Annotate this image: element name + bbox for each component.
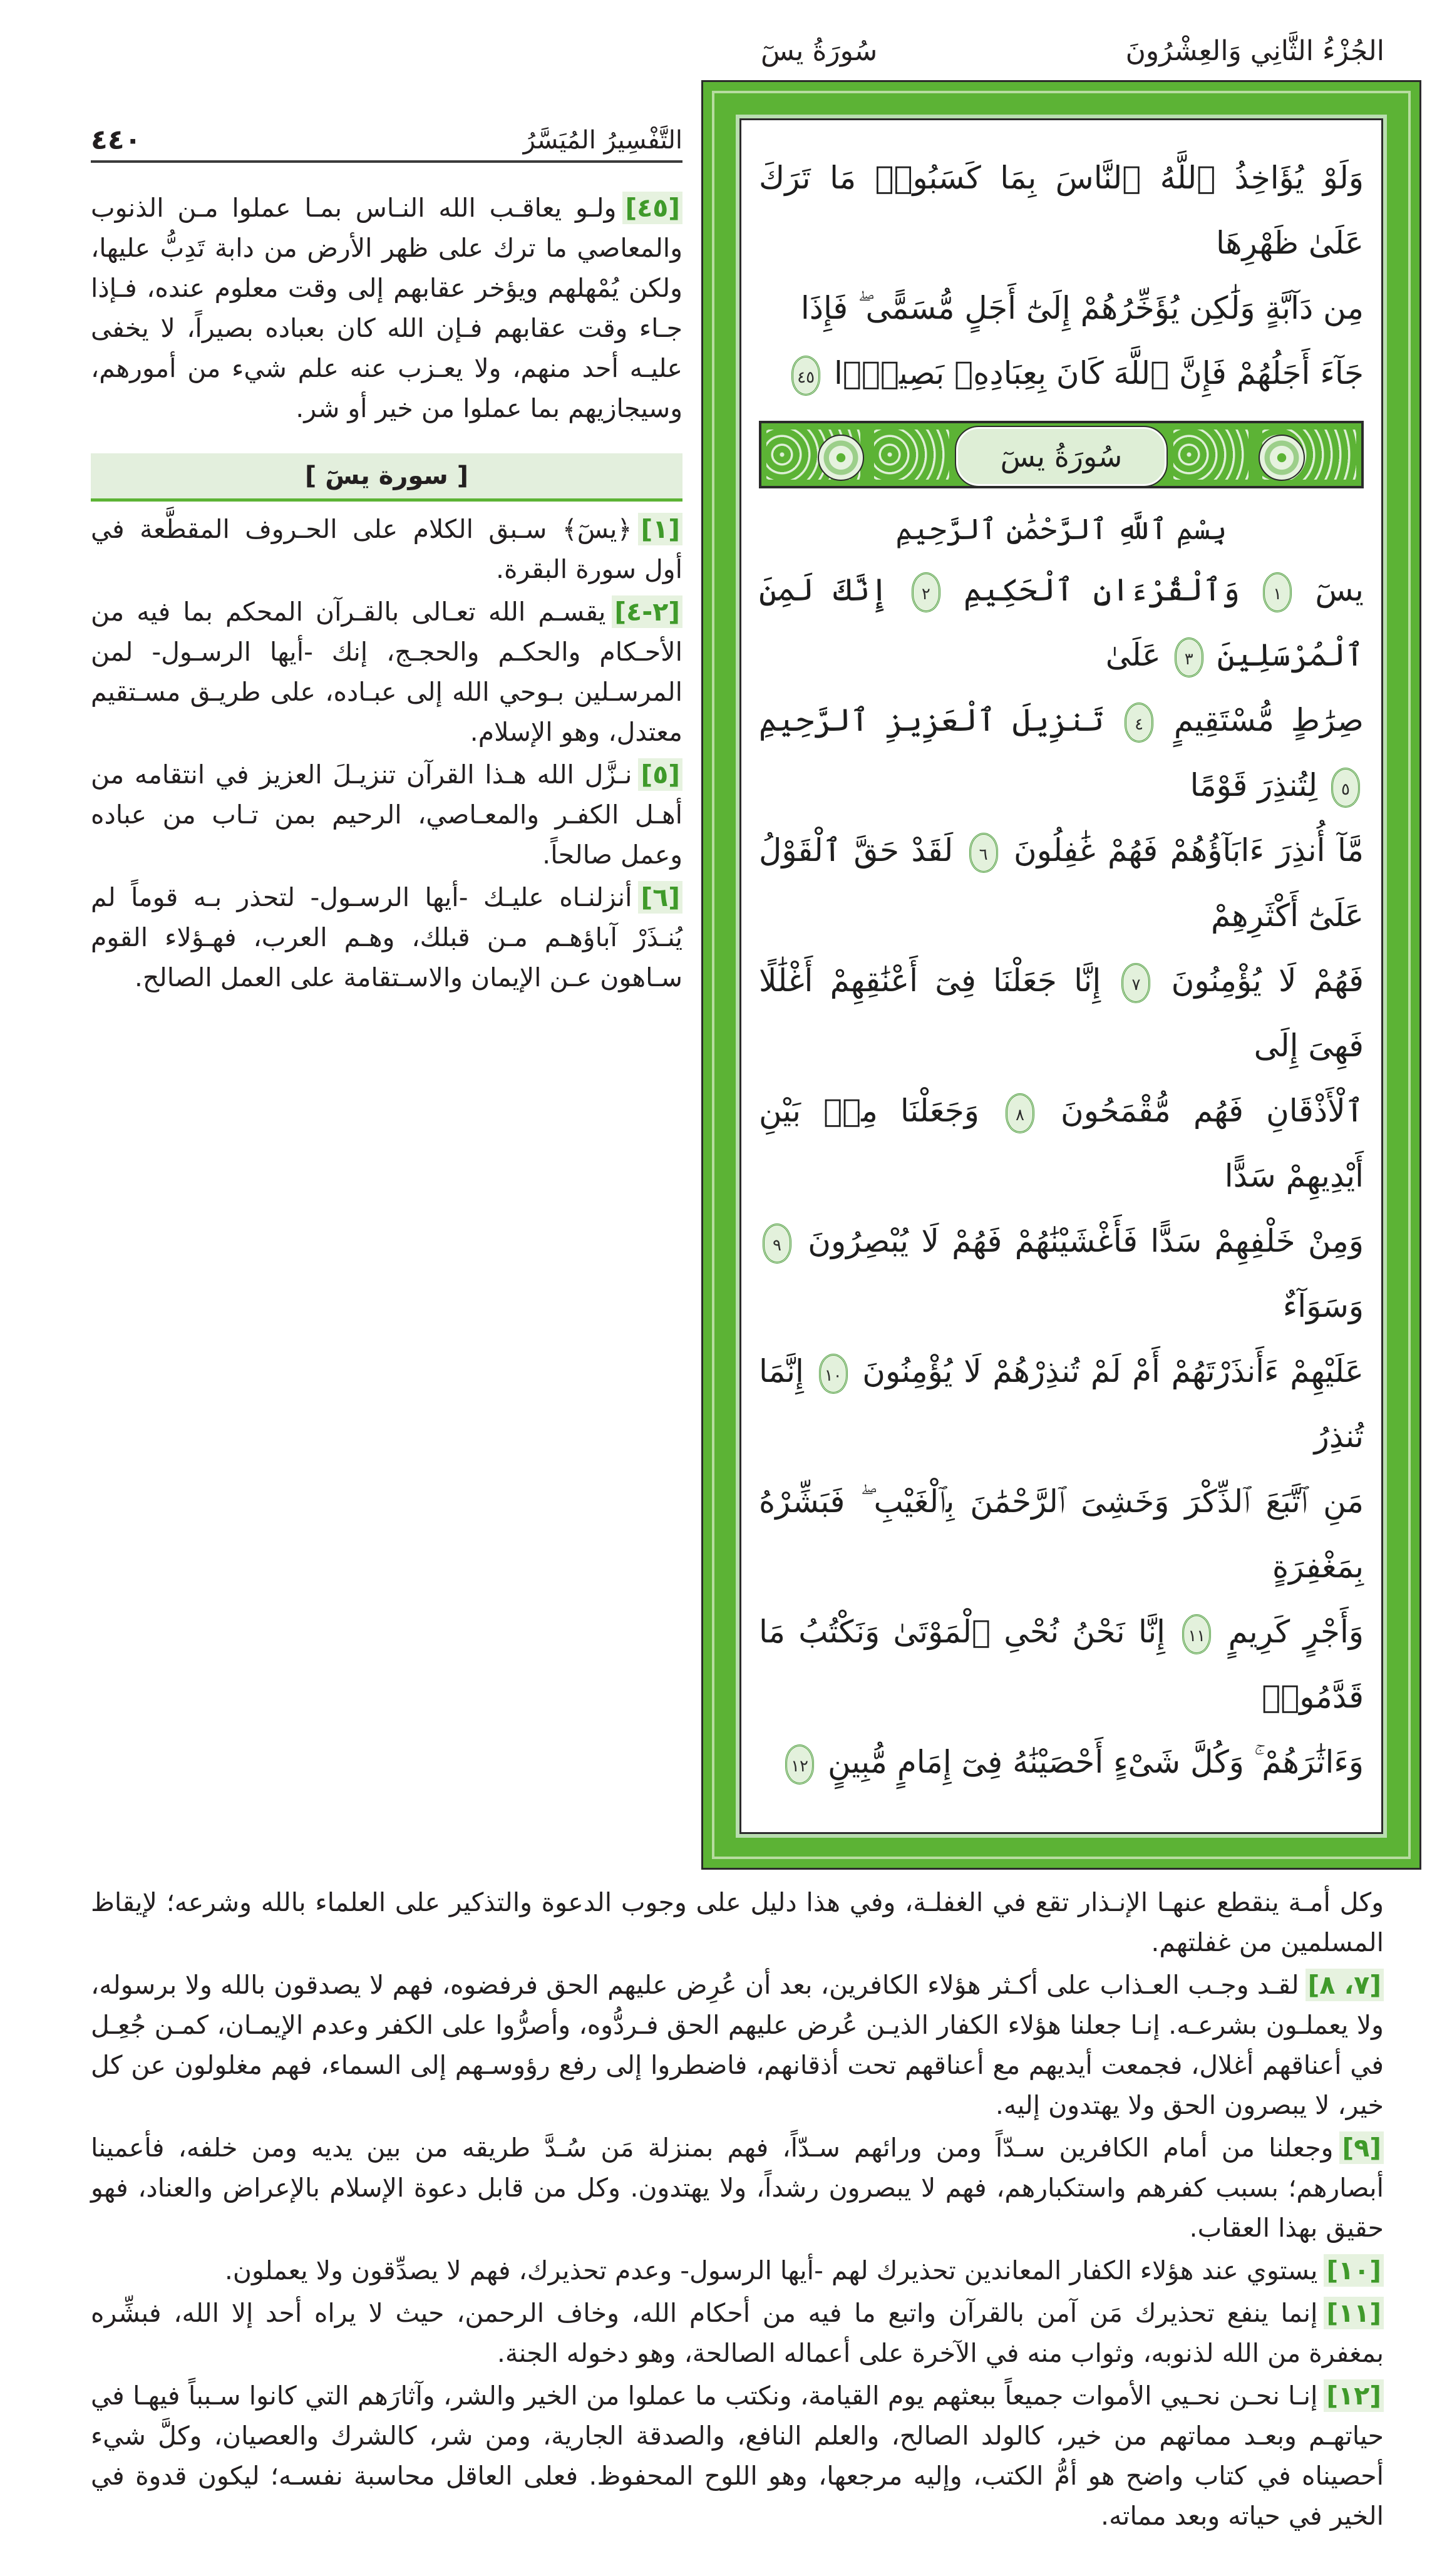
quran-text-segment: وَأَجْرٍ كَرِيمٍ <box>1228 1614 1364 1650</box>
tafsir-text: والمعاصي ما ترك على ظهر الأرض من دابة تَدِبُّ عليها، <box>91 233 682 263</box>
tafsir-text: بمغفرة من الله لذنوبه، وثواب منه في الآخرة على أعماله الصالحة، وهو دخوله الجنة. <box>497 2338 1384 2368</box>
quran-text-segment: إِنَّا نَحْنُ نُحْىِ ٱلْمَوْتَىٰ وَنَكْتُبُ مَا قَدَّمُوا۟ <box>759 1614 1364 1715</box>
tafsir-text: برسوله، ولا يعملـون بشرعـه. إنـا جعلنا هؤلاء الكفار الذيـن عُرض عليهم الحق فـردُّوه، وأصرُّوا على الكفر وعدم <box>91 1970 1384 2040</box>
tafsir-text: يستوي عند هؤلاء الكفار المعاندين تحذيرك لهم -أيها الرسول- وعدم تحذيرك، فهم لا يصدِّقون ولا يعملون. <box>224 2255 1318 2285</box>
tafsir-text: وجعلنا من أمام الكافرين سـدّاً ومن ورائهم سـدّاً، فهم بمنزلة مَن سُـدَّ طريقه من بين يديه ومن خلفه، فأعمينا <box>91 2133 1334 2163</box>
arabesque-ornament <box>1173 430 1249 480</box>
tafsir-text: يقسـم الله تعـالى بالقـرآن المحكم بما فيه من <box>91 597 606 627</box>
quran-text-segment: ٱلْأَذْقَانِ فَهُم مُّقْمَحُونَ <box>1061 1093 1364 1129</box>
quran-lines-after-banner <box>759 557 1364 1795</box>
tafsir-text: أبصارهم؛ بسبب كفرهم واستكبارهم، فهم لا يبصرون رشداً، ولا يهتدون. وكل من قابل دعوة الإسلام بالإعراض <box>222 2173 1384 2203</box>
quran-line: مِن دَآبَّةٍ وَلَٰكِن يُؤَخِّرُهُمْ إِلَىٰٓ أَجَلٍ مُّسَمًّى ۖ فَإِذَا <box>800 290 1364 326</box>
verse-number-badge: [٦] <box>638 881 682 914</box>
quran-line <box>759 1469 1364 1599</box>
arabesque-ornament <box>874 430 949 480</box>
tafsir-text: إنما ينفع تحذيرك مَن آمن بالقرآن واتبع ما فيه من أحكام الله، وخاف الرحمن، حيث لا يراه أحد إلا الله، فبشِّره <box>91 2298 1318 2328</box>
quran-line <box>759 341 1364 406</box>
tafsir-column-body <box>91 509 682 997</box>
verse-number-badge: [٢-٤] <box>612 595 682 628</box>
tafsir-column <box>91 75 682 1000</box>
tafsir-text: يُنـذَرْ آباؤهـم مـن قبلك، وهـم العرب، فهـؤلاء القوم <box>91 922 682 952</box>
tafsir-text: سورة البقرة. <box>495 554 636 584</box>
ayah-end-marker: ٦ <box>969 833 998 873</box>
tafsir-paragraph <box>91 2250 1384 2290</box>
quran-text-segment: وَءَاثَٰرَهُمْ ۚ وَكُلَّ شَىْءٍ أَحْصَيْنَٰهُ فِىٓ إِمَامٍ مُّبِينٍ <box>827 1744 1364 1780</box>
tafsir-text: السماء، فهم مغلولون عن كل خير، لا يبصرون الحق ولا يهتدون إليه. <box>91 2050 1384 2120</box>
column-header <box>91 119 682 163</box>
quran-text-segment: مَنِ ٱتَّبَعَ ٱلذِّكْرَ وَخَشِىَ ٱلرَّحْمَٰنَ بِٱلْغَيْبِ ۖ فَبَشِّرْهُ بِمَغْفِرَةٍ <box>759 1483 1364 1585</box>
frame-inner-band <box>736 115 1387 1838</box>
quran-text-area <box>739 118 1383 1834</box>
verse-number-badge: [٥] <box>638 758 682 791</box>
quran-text-segment: إِنَّمَا تُنذِرُ <box>759 1353 1364 1455</box>
top-region <box>0 75 1442 1870</box>
quran-text-segment: فَهُمْ لَا يُؤْمِنُونَ <box>1171 962 1364 999</box>
verse-number-badge: [١١] <box>1324 2297 1384 2329</box>
tafsir-text: فيهـا في حياتهـم وبعـد مماتهم من خير، كالولد الصالح، والعلم النافع، والصدقة الجارية، ومن شر، كالشرك والعصيان، <box>91 2381 1384 2451</box>
quran-text-segment: مَّآ أُنذِرَ ءَابَآؤُهُمْ فَهُمْ غَٰفِلُونَ <box>1014 832 1364 868</box>
quran-text-segment: إِنَّكَ لَمِنَ ٱلْمُرْسَلِينَ <box>759 572 1364 673</box>
tafsir-text: لقـد وجـب العـذاب على أكـثر هؤلاء الكافرين، بعد أن عُرِض عليهم الحق فرفضوه، فهم لا يصدقون بالله ولا <box>185 1970 1299 2000</box>
ayah-end-marker: ١١ <box>1182 1614 1211 1654</box>
quran-text-segment: لِتُنذِرَ قَوْمًا <box>1190 767 1318 803</box>
ayah-end-marker: ١٢ <box>785 1744 814 1785</box>
tafsir-text: وكلَّ شيء أحصيناه في كتاب واضح هو أمُّ الكتب، وإليه مرجعها، وهو اللوح المحفوظ. فعلى العاقل محاسبة نفسـه؛ <box>91 2421 1384 2491</box>
ayah-end-marker: ٩ <box>763 1224 791 1264</box>
ayah-end-marker: ٢ <box>912 572 940 612</box>
ayah-end-marker: ٨ <box>1006 1093 1034 1133</box>
rosette-icon <box>1259 435 1305 481</box>
tafsir-text: المرسـلين بـوحي الله إلى عبـاده، على طريـق مسـتقيم <box>91 677 682 707</box>
quran-text-segment: تَنزِيلَ ٱلْعَزِيزِ ٱلرَّحِيمِ <box>759 702 1105 738</box>
ayah-end-marker: ٤٥ <box>791 356 820 396</box>
quran-line <box>759 557 1364 688</box>
tafsir-paragraph <box>91 188 682 428</box>
border-band <box>712 91 1411 1859</box>
tafsir-text: معتدل، وهو الإسلام. <box>470 717 682 747</box>
ayah-end-marker: ٣ <box>1175 637 1203 677</box>
tafsir-text: ﴿يسٓ﴾ سـبق الكلام على الحـروف المقطَّعة في أول <box>91 514 682 584</box>
verse-number-badge: [٧، ٨] <box>1306 1969 1384 2001</box>
basmala: بِسْمِ ٱللَّهِ ٱلرَّحْمَٰنِ ٱلرَّحِيمِ <box>895 512 1227 546</box>
quran-line-text: جَآءَ أَجَلُهُمْ فَإِنَّ ٱللَّهَ كَانَ بِعِبَادِهِۦ بَصِيرًۢا <box>834 355 1364 391</box>
tafsir-paragraph <box>91 877 682 997</box>
tafsir-text: والعناد، فهو حقيق بهذا العقاب. <box>91 2173 1384 2243</box>
tafsir-paragraph <box>91 2128 1384 2248</box>
tafsir-text: أهـل الكفـر والمعـاصي، الرحيم بمن تـاب من عباده <box>91 800 682 830</box>
quran-text-segment: لَقَدْ حَقَّ ٱلْقَوْلُ عَلَىٰٓ أَكْثَرِهِمْ <box>759 832 1364 934</box>
quran-line <box>759 1078 1364 1208</box>
quran-line <box>759 1729 1364 1795</box>
tafsir-text: فـإذا جـاء وقت عقابهم فـإن الله كان بعباده بصيراً، لا <box>91 273 682 343</box>
ayah-end-marker: ٤ <box>1125 703 1153 743</box>
surah-title-banner <box>759 421 1364 488</box>
tafsir-text: الأحـكام والحكـم والحجـج، إنك -أيها الرسـول- لمن <box>91 637 682 667</box>
tafsir-text: ليكون قدوة في الخير في حياته وبعد مماته. <box>91 2461 1384 2531</box>
quran-text-segment: صِرَٰطٍ مُّسْتَقِيمٍ <box>1173 702 1364 738</box>
verse-number-badge: [١٠] <box>1324 2254 1384 2287</box>
quran-line <box>759 688 1364 818</box>
quran-text-segment: عَلَيْهِمْ ءَأَنذَرْتَهُمْ أَمْ لَمْ تُنذِرْهُمْ لَا يُؤْمِنُونَ <box>862 1353 1364 1389</box>
quran-page-frame <box>701 80 1421 1870</box>
tafsir-text: أنزلنـاه عليـك -أيها الرسـول- لتحذر بـه قوماً لم <box>91 882 632 912</box>
page-number: ٤٤٠ <box>91 124 142 156</box>
tafsir-text: وكل أمـة ينقطع عنهـا الإنـذار تقع في الغفلـة، وفي هذا دليل على وجوب الدعوة والتذكير على العلماء بالله وشرعه؛ <box>166 1887 1384 1917</box>
quran-line <box>759 818 1364 948</box>
quran-text-segment: وَمِنْ خَلْفِهِمْ سَدًّا فَأَغْشَيْنَٰهُمْ فَهُمْ لَا يُبْصِرُونَ <box>808 1223 1364 1259</box>
quran-line <box>759 948 1364 1078</box>
quran-text-segment: وَسَوَآءٌ <box>1282 1288 1364 1324</box>
quran-line: وَلَوْ يُؤَاخِذُ ٱللَّهُ ٱلنَّاسَ بِمَا كَسَبُوا۟ مَا تَرَكَ عَلَىٰ ظَهْرِهَا <box>759 160 1364 261</box>
surah-banner-title: سُورَةُ يسٓ <box>956 427 1166 486</box>
surah-heading: [ سورة يسٓ ] <box>91 453 682 502</box>
juz-label: الجُزْءُ الثَّانِي وَالعِشْرُونَ <box>1125 35 1384 67</box>
tafsir-text: يخفى عليـه أحد منهم، ولا يعـزب عنه علم شيء من <box>91 313 682 383</box>
ayah-end-marker: ٧ <box>1121 963 1150 1003</box>
verse-number-badge: [٩] <box>1339 2131 1384 2164</box>
quran-text-segment: يسٓ <box>1315 572 1364 608</box>
quran-line <box>759 1599 1364 1729</box>
tafsir-paragraph-continued <box>91 1882 1384 1962</box>
quran-text-segment: إِنَّا جَعَلْنَا فِىٓ أَعْنَٰقِهِمْ أَغْلَٰلًا فَهِىَ إِلَى <box>759 962 1364 1064</box>
tafsir-full-width <box>0 1870 1442 2576</box>
tafsir-text: وعمل صالحاً. <box>542 840 682 870</box>
tafsir-paragraph <box>91 2293 1384 2373</box>
quran-line <box>759 1339 1364 1469</box>
verse-number-badge: [٤٥] <box>622 192 682 224</box>
ayah-end-marker: ١٠ <box>819 1354 848 1394</box>
tafsir-text: نـزَّل الله هـذا القرآن تنزيـلَ العزيز في انتقامه من <box>91 760 632 790</box>
tafsir-paragraph <box>91 592 682 752</box>
tafsir-text: ولـو يعاقـب الله النـاس بمـا عملوا مـن الذنوب <box>91 193 617 223</box>
tafsir-paragraph <box>91 509 682 589</box>
ayah-end-marker: ١ <box>1263 572 1292 612</box>
quran-text-segment: وَجَعَلْنَا مِنۢ بَيْنِ أَيْدِيهِمْ سَدًّا <box>759 1093 1364 1194</box>
tafsir-text: ولكن يُمْهلهم ويؤخر عقابهم إلى وقت معلوم عنده، <box>147 273 682 303</box>
tafsir-paragraph <box>91 1965 1384 2125</box>
running-header <box>0 0 1442 75</box>
rosette-icon <box>818 435 864 481</box>
book-title: التَّفْسِيرُ المُيَسَّرُ <box>523 126 682 155</box>
tafsir-verse-45 <box>91 188 682 428</box>
tafsir-text: الإيمـان، كمـن جُعِـل في أعناقهم أغلال، فجمعت أيديهم مع أعناقهم تحت أذقانهم، فاضطروا إلى رفع رؤوسـهم إلى <box>91 2010 1384 2080</box>
tafsir-paragraph <box>91 2376 1384 2536</box>
tafsir-text: إنـا نحـن نحـيي الأموات جميعاً ببعثهم يوم القيامة، ونكتب ما عملوا من الخير والشر، وآثارَهم التي كانوا سـبباً <box>188 2381 1318 2411</box>
running-surah-name: سُورَةُ يسٓ <box>761 35 878 67</box>
tafsir-text: أمورهم، وسيجازيهم بما عملوا من خير أو شر. <box>91 353 682 423</box>
verse-number-badge: [١] <box>638 513 682 545</box>
tafsir-text: لإيقاظ المسلمين من غفلتهم. <box>91 1887 1384 1957</box>
verse-number-badge: [١٢] <box>1324 2379 1384 2412</box>
ayah-end-marker: ٥ <box>1331 768 1360 808</box>
tafsir-paragraph <box>91 755 682 875</box>
quran-text-segment: وَٱلْقُرْءَانِ ٱلْحَكِيمِ <box>963 572 1240 608</box>
quran-line <box>759 1208 1364 1339</box>
tafsir-text: سـاهون عـن الإيمان والاسـتقامة على العمل الصالح. <box>134 962 682 992</box>
quran-text-segment: عَلَىٰ <box>1105 637 1161 673</box>
